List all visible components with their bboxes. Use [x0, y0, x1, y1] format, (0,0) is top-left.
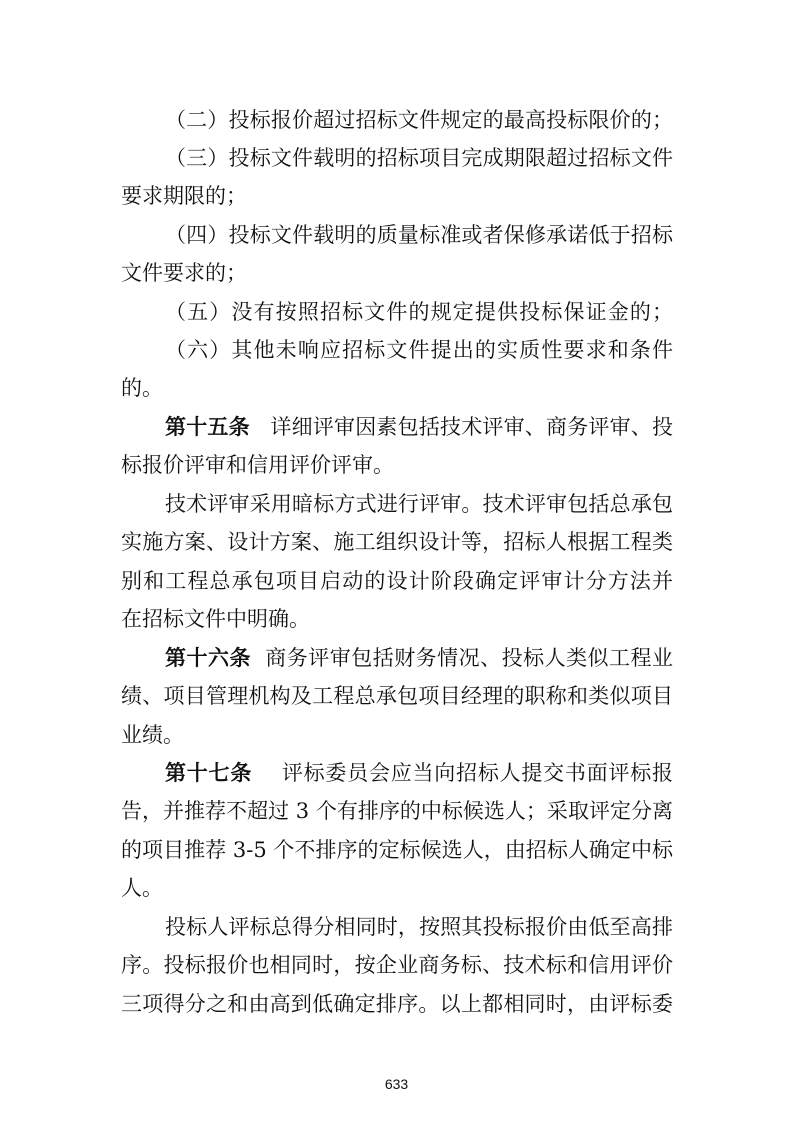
text-line: 业绩。 [121, 723, 184, 747]
text-line: （三）投标文件载明的招标项目完成期限超过招标文件 [165, 146, 673, 170]
article-line [165, 414, 673, 440]
text-line: 技术评审采用暗标方式进行评审。技术评审包括总承包 [165, 492, 673, 516]
text-line: 别和工程总承包项目启动的设计阶段确定评审计分方法并 [121, 569, 673, 593]
text-line: 三项得分之和由高到低确定排序。以上都相同时，由评标委 [121, 992, 673, 1016]
text-line: （四）投标文件载明的质量标准或者保修承诺低于招标 [165, 223, 673, 247]
text-line: 的项目推荐 3-5 个不排序的定标候选人，由招标人确定中标 [121, 838, 673, 862]
text-line: 文件要求的； [121, 261, 247, 285]
text-line: 的。 [121, 376, 163, 400]
article-heading: 第十五条 [165, 414, 250, 439]
text-line: 实施方案、设计方案、施工组织设计等，招标人根据工程类 [121, 530, 673, 554]
text-line: （五）没有按照招标文件的规定提供投标保证金的； [165, 300, 673, 324]
article-text: 商务评审包括财务情况、投标人类似工程业 [265, 646, 674, 670]
article-line [165, 760, 673, 786]
text-line: 在招标文件中明确。 [121, 607, 310, 631]
text-line: 要求期限的； [121, 184, 247, 208]
article-text: 详细评审因素包括技术评审、商务评审、投 [270, 415, 673, 439]
text-line: 标报价评审和信用评价评审。 [121, 453, 394, 477]
text-line: 绩、项目管理机构及工程总承包项目经理的职称和类似项目 [121, 684, 673, 708]
text-line: 告，并推荐不超过 3 个有排序的中标候选人；采取评定分离 [121, 799, 673, 823]
article-line [165, 645, 673, 671]
text-line: （二）投标报价超过招标文件规定的最高投标限价的； [165, 108, 673, 132]
article-text: 评标委员会应当向招标人提交书面评标报 [281, 761, 674, 785]
article-heading: 第十七条 [165, 760, 253, 785]
text-line: （六）其他未响应招标文件提出的实质性要求和条件 [165, 338, 673, 362]
text-line: 投标人评标总得分相同时，按照其投标报价由低至高排 [165, 915, 673, 939]
article-heading: 第十六条 [165, 645, 251, 670]
text-line: 序。投标报价也相同时，按企业商务标、技术标和信用评价 [121, 953, 673, 977]
text-line: 人。 [121, 876, 163, 900]
page-number: 633 [384, 1076, 409, 1092]
